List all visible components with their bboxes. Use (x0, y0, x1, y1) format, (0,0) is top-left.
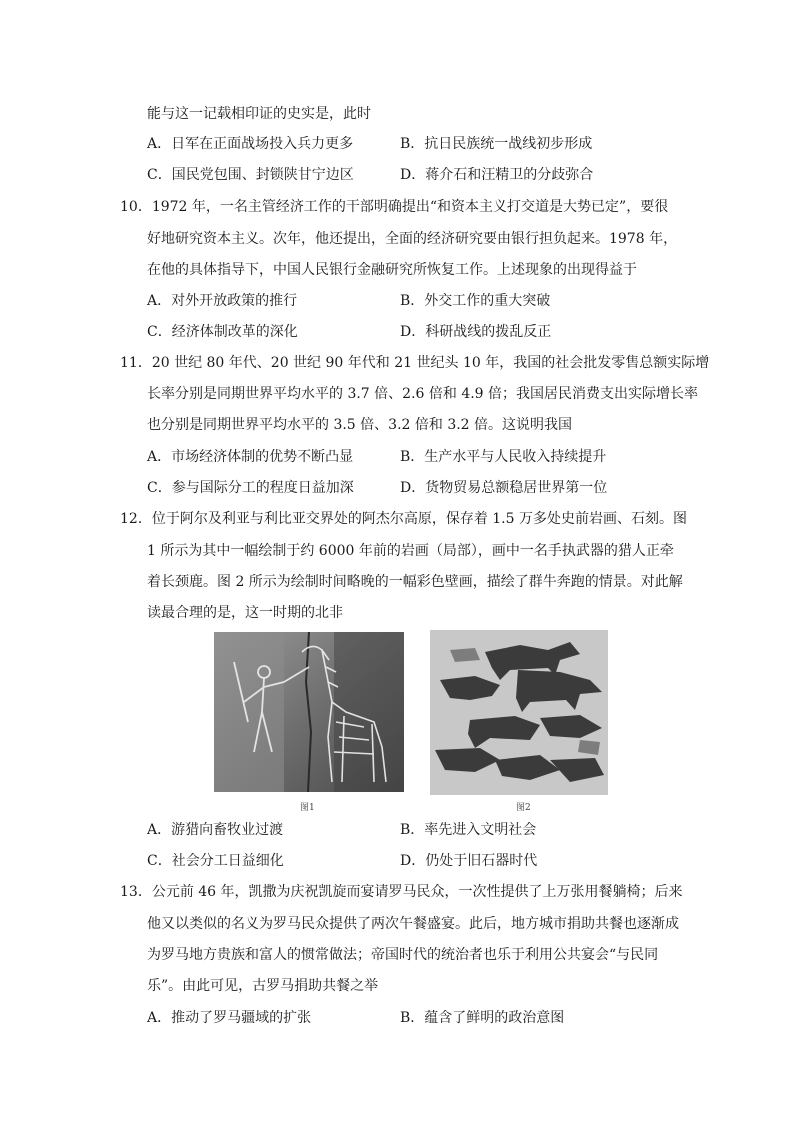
q12-stem-line: 着长颈鹿。图 2 所示为绘制时间略晚的一幅彩色壁画，描绘了群牛奔跑的情景。对此解 (147, 574, 683, 590)
q12-option-c: C．社会分工日益细化 (147, 853, 284, 869)
q13-option-b: B．蕴含了鲜明的政治意图 (400, 1010, 565, 1026)
q11-stem-line: 长率分别是同期世界平均水平的 3.7 倍、2.6 倍和 4.9 倍；我国居民消费支出实际增长率 (147, 386, 699, 402)
q12-stem-line: 12．位于阿尔及利亚与利比亚交界处的阿杰尔高原，保存着 1.5 万多处史前岩画、石刻。图 (120, 511, 687, 527)
q10-stem-line: 在他的具体指导下，中国人民银行金融研究所恢复工作。上述现象的出现得益于 (147, 262, 637, 278)
q10-option-a: A．对外开放政策的推行 (147, 293, 298, 309)
q11-option-a: A．市场经济体制的优势不断凸显 (147, 449, 354, 465)
q9-option-d: D．蒋介石和汪精卫的分歧弥合 (400, 167, 594, 183)
q11-option-d: D．货物贸易总额稳居世界第一位 (400, 480, 608, 496)
q12-stem-line: 读最合理的是，这一时期的北非 (147, 605, 343, 621)
q10-option-c: C．经济体制改革的深化 (147, 324, 298, 340)
q11-stem-line: 11．20 世纪 80 年代、20 世纪 90 年代和 21 世纪头 10 年，我国的社会批发零售总额实际增 (120, 355, 710, 371)
q11-option-b: B．生产水平与人民收入持续提升 (400, 449, 607, 465)
q9-option-b: B．抗日民族统一战线初步形成 (400, 136, 593, 152)
q13-stem-line: 为罗马地方贵族和富人的惯常做法；帝国时代的统治者也乐于利用公共宴会“与民同 (147, 947, 659, 963)
q12-stem-line: 1 所示为其中一幅绘制于约 6000 年前的岩画（局部），画中一名手执武器的猎人正牵 (147, 543, 674, 559)
q10-stem-line: 10．1972 年，一名主管经济工作的干部明确提出“和资本主义打交道是大势已定”，要很 (120, 199, 669, 215)
q12-option-d: D．仍处于旧石器时代 (400, 853, 538, 869)
q10-stem-line: 好地研究资本主义。次年，他还提出，全面的经济研究要由银行担负起来。1978 年， (147, 231, 678, 247)
q13-option-a: A．推动了罗马疆域的扩张 (147, 1010, 312, 1026)
q11-stem-line: 也分别是同期世界平均水平的 3.5 倍、3.2 倍和 3.2 倍。这说明我国 (147, 417, 573, 433)
q9-option-a: A．日军在正面战场投入兵力更多 (147, 136, 354, 152)
q13-stem-line: 13．公元前 46 年，凯撒为庆祝凯旋而宴请罗马民众，一次性提供了上万张用餐躺椅；后来 (120, 884, 683, 900)
q9-stem-tail: 能与这一记载相印证的史实是，此时 (147, 106, 371, 122)
q13-stem-line: 乐”。由此可见，古罗马捐助共餐之举 (147, 978, 379, 994)
q13-stem-line: 他又以类似的名义为罗马民众提供了两次午餐盛宴。此后，地方城市捐助共餐也逐渐成 (147, 916, 679, 932)
figure-2-cattle-painting (430, 630, 608, 795)
figure-2-caption: 图2 (516, 803, 531, 813)
q10-option-d: D．科研战线的拨乱反正 (400, 324, 552, 340)
q9-option-c: C．国民党包围、封锁陕甘宁边区 (147, 167, 354, 183)
figure-1-rock-carving (214, 632, 404, 792)
q12-option-a: A．游猎向畜牧业过渡 (147, 822, 284, 838)
figure-1-caption: 图1 (300, 803, 315, 813)
q10-option-b: B．外交工作的重大突破 (400, 293, 551, 309)
q11-option-c: C．参与国际分工的程度日益加深 (147, 480, 354, 496)
q12-option-b: B．率先进入文明社会 (400, 822, 537, 838)
